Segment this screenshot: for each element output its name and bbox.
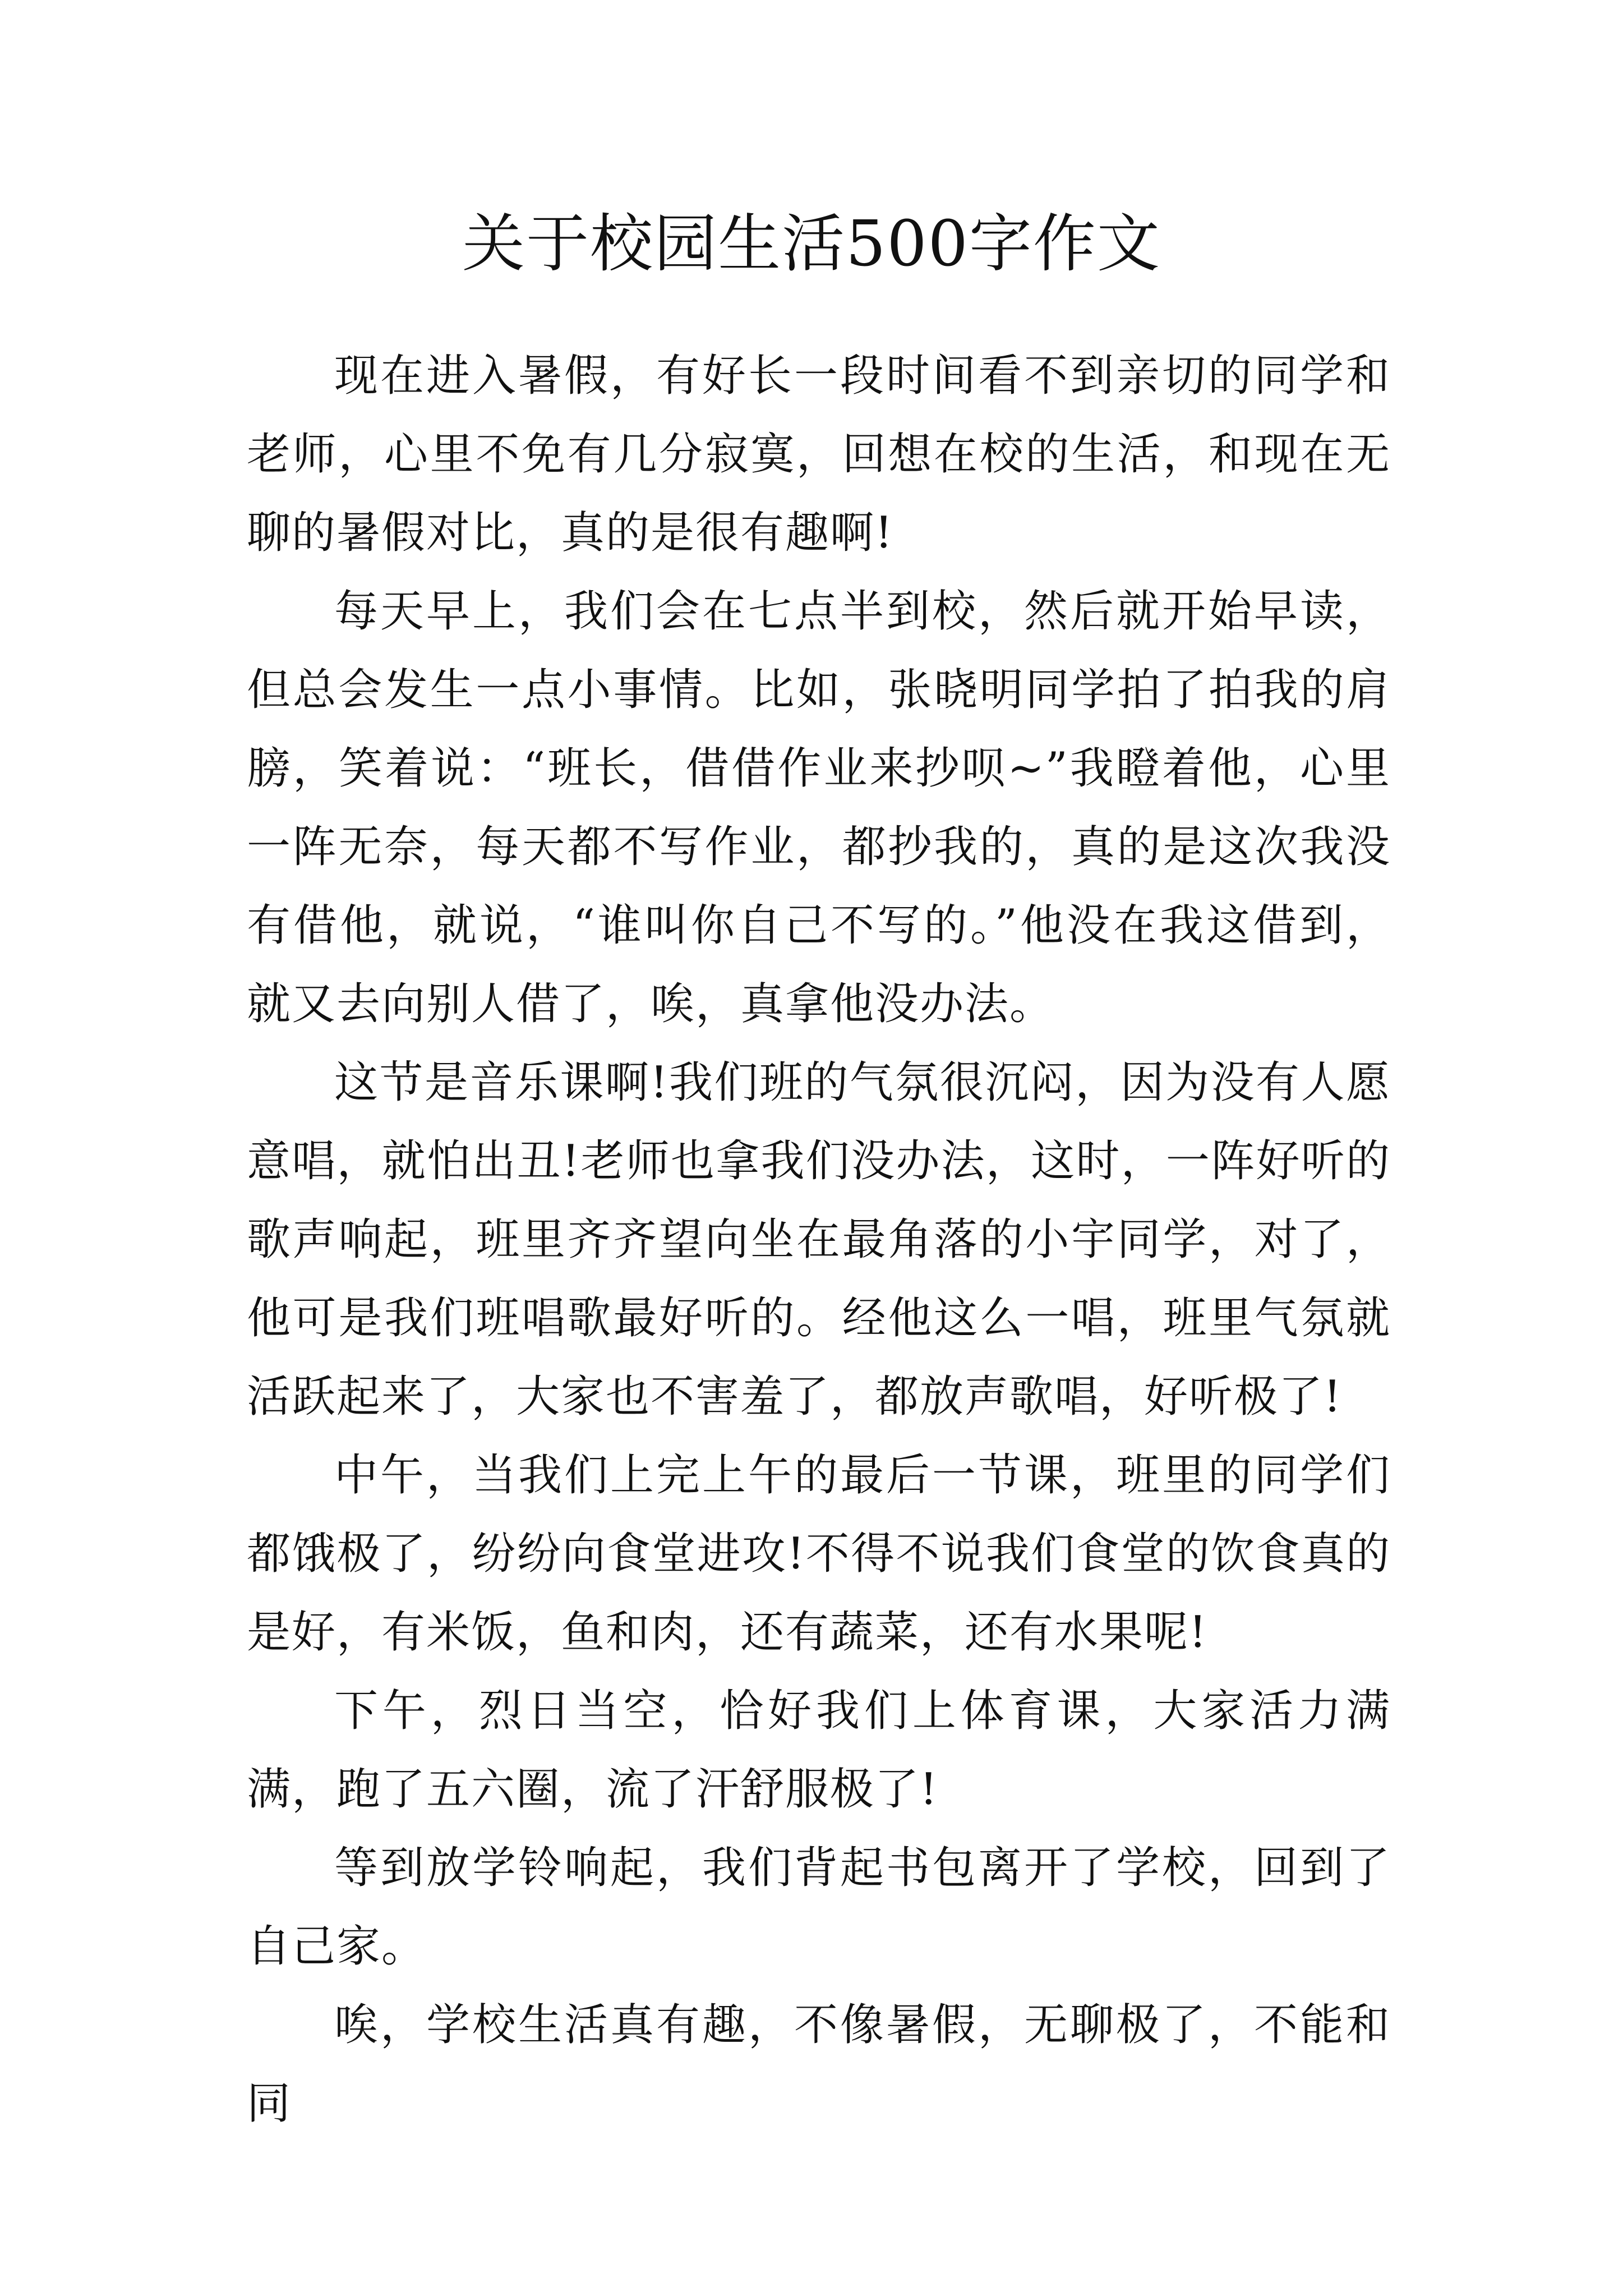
paragraph: 中午，当我们上完上午的最后一节课，班里的同学们都饿极了，纷纷向食堂进攻!不得不说我们食堂的饮食真的是好，有米饭，鱼和肉，还有蔬菜，还有水果呢! [247, 1450, 1391, 1658]
paragraph: 每天早上，我们会在七点半到校，然后就开始早读，但总会发生一点小事情。比如，张晓明同学拍了拍我的肩膀，笑着说：“班长，借借作业来抄呗~”我瞪着他，心里一阵无奈，每天都不写作业，都抄我的，真的是这次我没有借他，就说，“谁叫你自己不写的。”他没在我这借到，就又去向别人借了，唉，真拿他没办法。 [247, 586, 1391, 1029]
paragraph: 现在进入暑假，有好长一段时间看不到亲切的同学和老师，心里不免有几分寂寞，回想在校的生活，和现在无聊的暑假对比，真的是很有趣啊! [247, 351, 1391, 558]
paragraph: 等到放学铃响起，我们背起书包离开了学校，回到了自己家。 [247, 1843, 1391, 1972]
paragraph: 唉，学校生活真有趣，不像暑假，无聊极了，不能和同 [247, 2000, 1391, 2129]
document-body [247, 337, 1391, 2143]
document-title: 关于校园生活500字作文 [462, 208, 1161, 280]
paragraph: 这节是音乐课啊!我们班的气氛很沉闷，因为没有人愿意唱，就怕出丑!老师也拿我们没办法，这时，一阵好听的歌声响起，班里齐齐望向坐在最角落的小宇同学，对了，他可是我们班唱歌最好听的。经他这么一唱，班里气氛就活跃起来了，大家也不害羞了，都放声歌唱，好听极了! [247, 1057, 1391, 1422]
paragraph: 下午，烈日当空，恰好我们上体育课，大家活力满满，跑了五六圈，流了汗舒服极了! [247, 1686, 1391, 1815]
